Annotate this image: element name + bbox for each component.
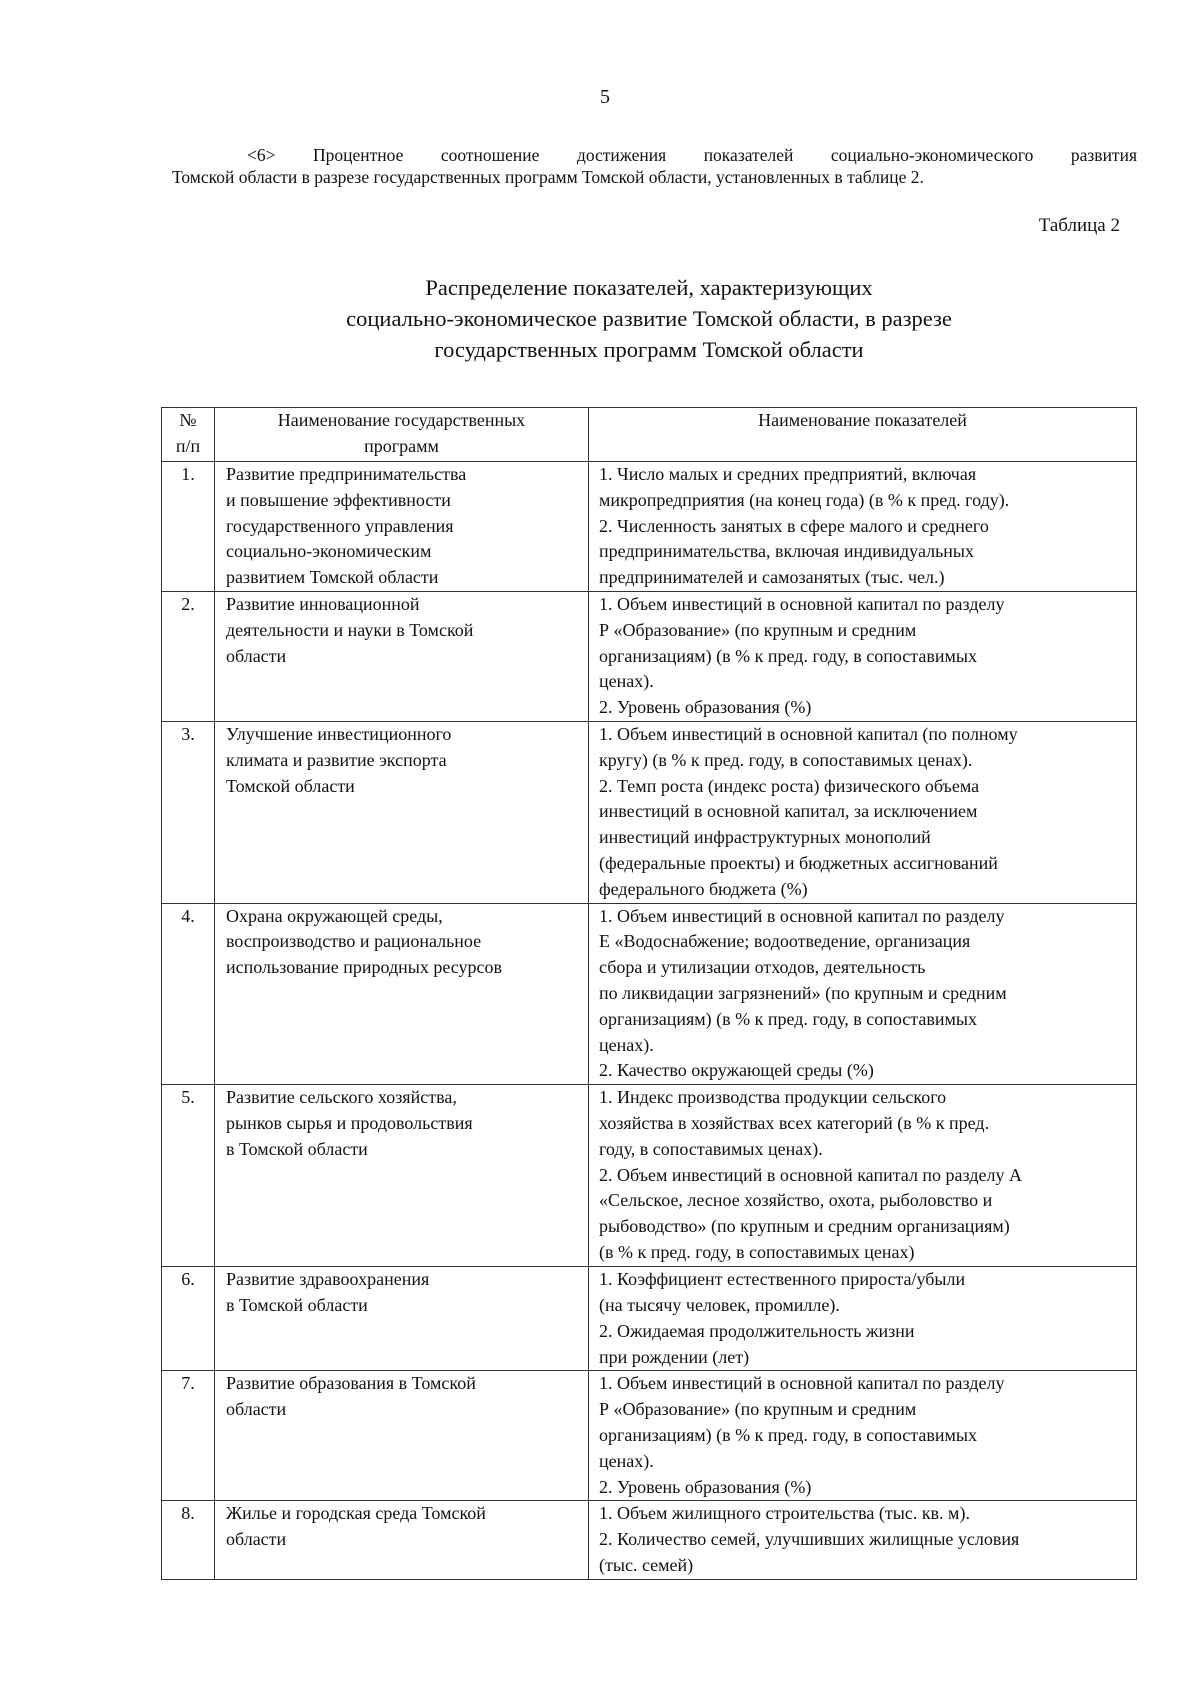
indicator-list [589, 721, 1137, 903]
program-name [215, 1085, 589, 1267]
cell-line: организациям) (в % к пред. году, в сопоставимых [599, 645, 977, 666]
table-row [162, 1501, 1137, 1580]
cell-line: Охрана окружающей среды, [226, 905, 443, 926]
cell-line: 2. Темп роста (индекс роста) физического объема [599, 775, 980, 796]
cell-line: инвестиций в основной капитал, за исключением [599, 801, 978, 822]
footnote-line: Томской области в разрезе государственных программ Томской области, установленных в таблице 2. [172, 167, 924, 187]
cell-line: «Сельское, лесное хозяйство, охота, рыболовство и [599, 1190, 993, 1211]
cell-line: 1. Индекс производства продукции сельского [599, 1087, 947, 1108]
cell-line: предпринимателей и самозанятых (тыс. чел.) [599, 567, 945, 588]
indicator-list [589, 591, 1137, 721]
cell-line: 2. Количество семей, улучшивших жилищные условия [599, 1529, 1020, 1550]
cell-line: рынков сырья и продовольствия [226, 1112, 473, 1133]
cell-line: 1. Объем инвестиций в основной капитал по разделу [599, 905, 1005, 926]
cell-line: (в % к пред. году, в сопоставимых ценах) [599, 1241, 915, 1262]
program-name [215, 1371, 589, 1501]
cell-line: Развитие сельского хозяйства, [226, 1087, 457, 1108]
cell-line: Наименование показателей [758, 410, 967, 430]
cell-line: сбора и утилизации отходов, деятельность [599, 957, 926, 978]
indicator-list [589, 1085, 1137, 1267]
cell-line: микропредприятия (на конец года) (в % к пред. году). [599, 489, 1010, 510]
cell-line: области [226, 1399, 287, 1420]
cell-line: в Томской области [226, 1294, 368, 1315]
row-number: 1. [162, 462, 215, 592]
table-row [162, 1371, 1137, 1501]
cell-line: 1. Коэффициент естественного прироста/убыли [599, 1269, 966, 1290]
table-row [162, 462, 1137, 592]
cell-line: 2. Ожидаемая продолжительность жизни [599, 1320, 915, 1341]
cell-line: инвестиций инфраструктурных монополий [599, 827, 931, 848]
row-number: 4. [162, 903, 215, 1085]
cell-line: климата и развитие экспорта [226, 749, 447, 770]
cell-line: организациям) (в % к пред. году, в сопоставимых [599, 1424, 977, 1445]
table-label: Таблица 2 [1038, 215, 1120, 236]
program-name [215, 903, 589, 1085]
table-header-row [162, 408, 1137, 462]
cell-line: области [226, 1529, 287, 1550]
cell-line: предпринимательства, включая индивидуальных [599, 541, 975, 562]
indicator-list [589, 903, 1137, 1085]
program-name [215, 1501, 589, 1580]
cell-line: рыбоводство» (по крупным и средним организациям) [599, 1216, 1010, 1237]
cell-line: воспроизводство и рациональное [226, 931, 482, 952]
cell-line: ценах). [599, 1450, 654, 1471]
row-number: 8. [162, 1501, 215, 1580]
cell-line: Р «Образование» (по крупным и средним [599, 1399, 917, 1420]
cell-line: по ликвидации загрязнений» (по крупным и средним [599, 982, 1007, 1003]
program-name [215, 462, 589, 592]
cell-line: году, в сопоставимых ценах). [599, 1138, 823, 1159]
cell-line: ценах). [599, 671, 654, 692]
cell-line: федерального бюджета (%) [599, 878, 808, 899]
cell-line: п/п [175, 435, 201, 456]
cell-line: Наименование государственных [277, 410, 526, 430]
cell-line: использование природных ресурсов [226, 957, 503, 978]
cell-line: развитием Томской области [226, 567, 439, 588]
row-number: 2. [162, 591, 215, 721]
cell-line: деятельности и науки в Томской [226, 619, 474, 640]
cell-line: области [226, 645, 287, 666]
cell-line: Е «Водоснабжение; водоотведение, организация [599, 931, 971, 952]
cell-line: № [179, 410, 197, 430]
cell-line: государственного управления [226, 515, 454, 536]
program-name [215, 591, 589, 721]
header-program [215, 408, 589, 462]
table-title [0, 272, 1200, 365]
cell-line: Развитие инновационной [226, 593, 420, 614]
cell-line: 1. Объем инвестиций в основной капитал (по полному [599, 723, 1018, 744]
row-number: 5. [162, 1085, 215, 1267]
page-number: 5 [600, 86, 610, 108]
title-line: социально-экономическое развитие Томской области, в разрезе [346, 306, 952, 331]
footnote [172, 144, 1137, 188]
cell-line: и повышение эффективности [226, 489, 451, 510]
footnote-line: <6> Процентное соотношение достижения показателей социально-экономического развития [247, 145, 1137, 165]
row-number: 3. [162, 721, 215, 903]
cell-line: Развитие предпринимательства [226, 464, 467, 484]
indicator-list [589, 1371, 1137, 1501]
cell-line: Улучшение инвестиционного [226, 723, 452, 744]
table-row [162, 591, 1137, 721]
cell-line: 2. Уровень образования (%) [599, 697, 812, 718]
header-indicators [589, 408, 1137, 462]
program-name [215, 721, 589, 903]
table-row [162, 1085, 1137, 1267]
cell-line: Р «Образование» (по крупным и средним [599, 619, 917, 640]
cell-line: Томской области [226, 775, 355, 796]
cell-line: хозяйства в хозяйствах всех категорий (в % к пред. [599, 1112, 990, 1133]
cell-line: программ [364, 435, 439, 456]
cell-line: Жилье и городская среда Томской [226, 1503, 486, 1524]
cell-line: 1. Объем инвестиций в основной капитал по разделу [599, 1373, 1005, 1394]
table-row [162, 903, 1137, 1085]
row-number: 6. [162, 1267, 215, 1371]
cell-line: (тыс. семей) [599, 1554, 694, 1575]
title-line: Распределение показателей, характеризующих [425, 275, 873, 300]
header-number [162, 408, 215, 462]
cell-line: Развитие здравоохранения [226, 1269, 430, 1290]
program-name [215, 1267, 589, 1371]
table-row [162, 721, 1137, 903]
indicators-table [161, 407, 1137, 1580]
cell-line: Развитие образования в Томской [226, 1373, 476, 1394]
cell-line: 2. Объем инвестиций в основной капитал по разделу А [599, 1164, 1022, 1185]
cell-line: организациям) (в % к пред. году, в сопоставимых [599, 1008, 977, 1029]
title-line: государственных программ Томской области [434, 337, 864, 362]
cell-line: ценах). [599, 1034, 654, 1055]
indicator-list [589, 462, 1137, 592]
cell-line: при рождении (лет) [599, 1346, 750, 1367]
cell-line: в Томской области [226, 1138, 368, 1159]
cell-line: (на тысячу человек, промилле). [599, 1294, 840, 1315]
cell-line: кругу) (в % к пред. году, в сопоставимых ценах). [599, 749, 973, 770]
indicator-list [589, 1267, 1137, 1371]
row-number: 7. [162, 1371, 215, 1501]
table-row [162, 1267, 1137, 1371]
cell-line: 2. Численность занятых в сфере малого и среднего [599, 515, 989, 536]
cell-line: 1. Объем инвестиций в основной капитал по разделу [599, 593, 1005, 614]
cell-line: 1. Объем жилищного строительства (тыс. кв. м). [599, 1503, 970, 1524]
cell-line: 2. Уровень образования (%) [599, 1476, 812, 1497]
cell-line: (федеральные проекты) и бюджетных ассигнований [599, 852, 998, 873]
cell-line: социально-экономическим [226, 541, 432, 562]
cell-line: 2. Качество окружающей среды (%) [599, 1060, 874, 1081]
indicator-list [589, 1501, 1137, 1580]
cell-line: 1. Число малых и средних предприятий, включая [599, 464, 977, 484]
